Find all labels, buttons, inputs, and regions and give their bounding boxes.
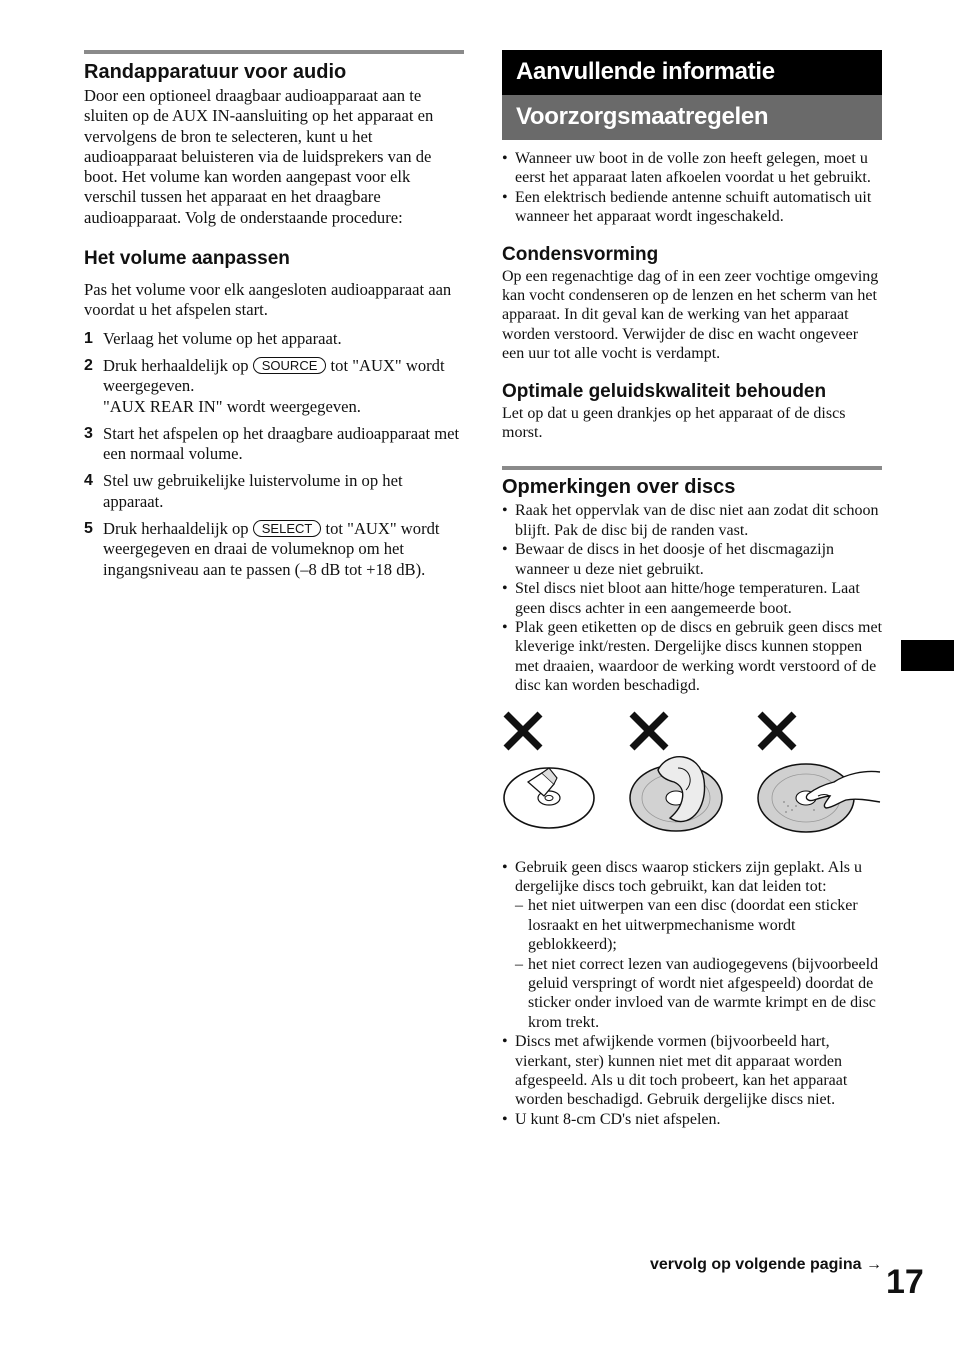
list-item: • Stel discs niet bloot aan hitte/hoge temperaturen. Laat geen discs achter in een aangemeerde boot. [502,579,882,618]
step-number: 3 [84,424,93,442]
disc-illustrations [502,710,882,850]
list-item: • Raak het oppervlak van de disc niet aan zodat dit schoon blijft. Pak de disc bij de randen vast. [502,501,882,540]
continue-label: vervolg op volgende pagina [649,1256,862,1273]
step-4 [84,471,464,512]
subsection-title-sound-quality: Optimale geluidskwaliteit behouden [502,380,827,402]
step-text: Start het afspelen op het draagbare audioapparaat met een normaal volume. [103,423,460,464]
step-text: Verlaag het volume op het apparaat. [103,328,342,348]
sound-quality-text: Let op dat u geen drankjes op het apparaat of de discs morst. [502,404,846,442]
section-rule [84,50,464,54]
list-item: • Wanneer uw boot in de volle zon heeft gelegen, moet u eerst het apparaat laten afkoelen voordat u het gebruikt. [502,149,882,188]
subsection-title-condensation: Condensvorming [502,243,659,265]
step-text: tot "AUX" wordt weergegeven en draai de volumeknop om het ingangsniveau aan te passen (–8 dB tot +18 dB). [103,519,440,579]
continue-note [650,1256,882,1274]
section-banner: Voorzorgsmaatregelen [502,95,882,140]
list-item: • Discs met afwijkende vormen (bijvoorbeeld hart, vierkant, ster) kunnen niet met dit apparaat worden afgespeeld. Als u dit toch probeert, kan het apparaat worden beschadigd. Gebruik dergelijke discs niet. [502,1032,882,1110]
left-column [84,50,464,587]
step-text: Druk herhaaldelijk op [103,355,249,375]
list-item: • Plak geen etiketten op de discs en gebruik geen discs met kleverige inkt/resten. Dergelijke discs kunnen stoppen met draaien, waardoor de werking wordt verstoord of de disc kan worden beschadigd. [502,618,882,696]
list-item: • Bewaar de discs in het doosje of het discmagazijn wanneer u deze niet gebruikt. [502,540,882,579]
step-5 [84,519,464,580]
disc-with-residue-illustration [628,710,732,840]
step-text: Druk herhaaldelijk op [103,519,249,539]
step-2 [84,356,464,417]
page-number: 17 [886,1263,924,1301]
precaution-list [502,149,882,227]
step-text: tot "AUX" wordt weergegeven. [103,355,445,396]
list-item: – het niet uitwerpen van een disc (doordat een sticker losraakt en het uitwerpmechanisme wordt geblokkeerd); [515,896,882,954]
section-title-discs: Opmerkingen over discs [502,476,736,499]
volume-steps [84,329,464,580]
step-3 [84,424,464,465]
disc-touched-by-hand-illustration [756,710,882,840]
chapter-side-tab [901,640,954,671]
volume-intro-text: Pas het volume voor elk aangesloten audioapparaat aan voordat u het afspelen start. [84,280,452,320]
step-text: Stel uw gebruikelijke luistervolume in op het apparaat. [103,471,403,511]
list-item: • Een elektrisch bediende antenne schuift automatisch uit wanneer het apparaat wordt ingeschakeld. [502,188,882,227]
select-button: SELECT [253,520,322,537]
step-number: 5 [84,520,93,538]
cross-icon [760,714,794,748]
subsection-title-volume: Het volume aanpassen [84,248,290,270]
step-1 [84,329,464,349]
condensation-text: Op een regenachtige dag of in een zeer vochtige omgeving kan vocht condenseren op de lenzen en het scherm van het apparaat. In dit geval kan de werking van het apparaat worden verstoord. Verwijder de disc en wacht ongeveer een uur tot alle vocht is verdampt. [502,267,879,363]
step-text: "AUX REAR IN" wordt weergegeven. [103,396,361,416]
audio-peripherals-text: Door een optioneel draagbaar audioapparaat aan te sluiten op de AUX IN-aansluiting op het apparaat en vervolgens de bron te selecteren, kunt u het audioapparaat beluisteren via de luidsprekers van de boot. Het volume kan worden aangepast voor elk verschil tussen het apparaat en het draagbare audioapparaat. Volg de onderstaande procedure: [84,86,434,227]
right-column [502,50,882,1129]
section-title-audio-peripherals: Randapparatuur voor audio [84,61,347,83]
step-number: 2 [84,356,93,374]
step-number: 1 [84,329,93,347]
arrow-right-icon: → [866,1256,882,1273]
disc-notes-list [502,501,882,695]
step-number: 4 [84,472,93,490]
list-item [502,858,882,1033]
sticker-bullet-text: Gebruik geen discs waarop stickers zijn geplakt. Als u dergelijke discs toch gebruikt, kan dat leiden tot: [515,858,863,895]
chapter-banner: Aanvullende informatie [502,50,882,95]
sticker-consequences [515,896,882,1032]
cross-icon [632,714,666,748]
list-item: • U kunt 8-cm CD's niet afspelen. [502,1110,882,1129]
section-rule [502,466,882,470]
sticker-notes-list [502,858,882,1130]
list-item: – het niet correct lezen van audiogegevens (bijvoorbeeld geluid verspringt of wordt niet afgespeeld) doordat de sticker onder invloed van de warmte krimpt en de disc krom trekt. [515,955,882,1033]
source-button: SOURCE [253,357,327,374]
cross-icon [506,714,540,748]
disc-with-label-illustration [502,710,602,840]
